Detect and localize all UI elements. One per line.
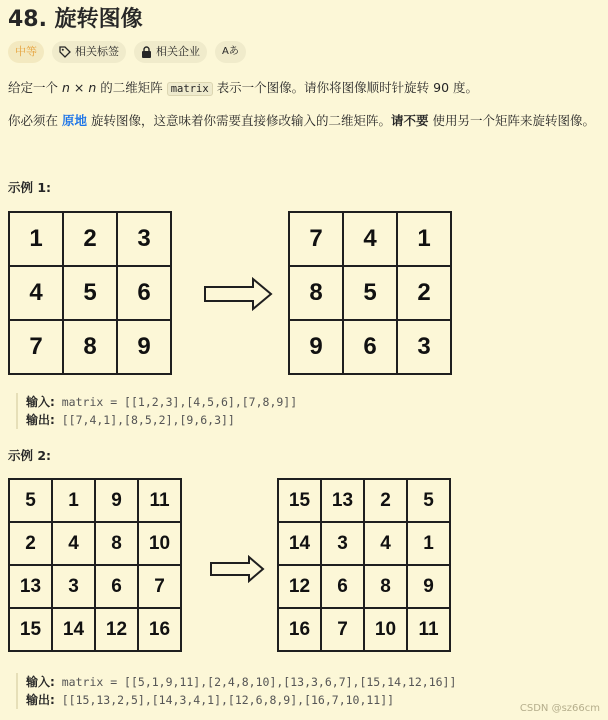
matrix-cell: 1 [9,212,63,266]
matrix-cell: 3 [52,565,95,608]
matrix-row [278,479,450,522]
matrix-cell: 16 [278,608,321,651]
times-symbol: × [69,80,89,95]
translate-button[interactable] [215,41,246,63]
matrix-cell: 10 [138,522,181,565]
difficulty-badge [8,41,44,63]
matrix-cell: 13 [9,565,52,608]
translate-icon: Aあ [222,46,239,57]
output-label: 输出: [26,413,55,427]
matrix-cell: 14 [52,608,95,651]
matrix-cell: 11 [407,608,450,651]
matrix-cell: 12 [278,565,321,608]
matrix-cell: 3 [321,522,364,565]
description-paragraph-2 [8,111,595,129]
example-1-input-matrix [8,211,172,375]
matrix-cell: 6 [321,565,364,608]
matrix-cell: 13 [321,479,364,522]
variable-n: n [88,80,97,95]
matrix-cell: 5 [63,266,117,320]
lock-icon [141,46,152,58]
example-2-output-line [26,691,456,709]
matrix-cell: 15 [9,608,52,651]
matrix-cell: 7 [9,320,63,374]
tag-icon [59,46,71,58]
related-companies-label: 相关企业 [156,45,200,58]
matrix-cell: 9 [289,320,343,374]
output-value: [[15,13,2,5],[14,3,4,1],[12,6,8,9],[16,7,10,11]] [61,693,395,707]
matrix-cell: 14 [278,522,321,565]
description-text: 给定一个 [8,80,62,95]
matrix-cell: 1 [407,522,450,565]
matrix-cell: 7 [289,212,343,266]
problem-title: 48. 旋转图像 [8,7,143,32]
watermark: CSDN @sz66cm [519,703,600,714]
input-label: 输入: [26,395,55,409]
matrix-cell: 6 [95,565,138,608]
description-text: 使用另一个矩阵来旋转图像。 [428,113,595,128]
matrix-cell: 8 [364,565,407,608]
matrix-cell: 2 [63,212,117,266]
matrix-cell: 15 [278,479,321,522]
matrix-cell: 9 [407,565,450,608]
matrix-row [289,212,451,266]
matrix-cell: 1 [397,212,451,266]
output-value: [[7,4,1],[8,5,2],[9,6,3]] [61,413,235,427]
example-1-io [16,393,297,429]
matrix-row [9,266,171,320]
description-paragraph-1 [8,78,478,96]
matrix-row [9,320,171,374]
matrix-cell: 16 [138,608,181,651]
matrix-cell: 8 [95,522,138,565]
matrix-row [289,266,451,320]
difficulty-label: 中等 [15,45,37,58]
matrix-code: matrix [167,82,213,96]
matrix-cell: 4 [343,212,397,266]
in-place-link[interactable]: 原地 [61,113,87,128]
matrix-cell: 7 [138,565,181,608]
input-value: matrix = [[5,1,9,11],[2,4,8,10],[13,3,6,7],[15,14,12,16]] [61,675,457,689]
matrix-cell: 6 [343,320,397,374]
description-text: 表示一个图像。请你将图像顺时针旋转 90 度。 [212,80,478,95]
matrix-row [278,608,450,651]
example-2-output-matrix [277,478,451,652]
matrix-cell: 3 [397,320,451,374]
matrix-cell: 3 [117,212,171,266]
input-value: matrix = [[1,2,3],[4,5,6],[7,8,9]] [61,395,298,409]
matrix-cell: 10 [364,608,407,651]
description-text: 的二维矩阵 [96,80,167,95]
arrow-right-icon [209,555,265,583]
example-1-output-matrix [288,211,452,375]
related-tags-label: 相关标签 [75,45,119,58]
example-1-title: 示例 1: [8,180,52,195]
matrix-cell: 12 [95,608,138,651]
description-text: 你必须在 [8,113,62,128]
matrix-cell: 1 [52,479,95,522]
matrix-cell: 11 [138,479,181,522]
matrix-row [9,522,181,565]
matrix-row [289,320,451,374]
matrix-cell: 2 [9,522,52,565]
input-label: 输入: [26,675,55,689]
matrix-cell: 6 [117,266,171,320]
example-1-output-line [26,411,297,429]
matrix-row [278,522,450,565]
example-2-io [16,673,456,709]
example-1-input-line [26,393,297,411]
matrix-cell: 9 [117,320,171,374]
arrow-right-icon [203,277,273,311]
matrix-row [278,565,450,608]
description-text: 旋转图像，这意味着你需要直接修改输入的二维矩阵。 [87,113,391,128]
related-tags-button[interactable] [52,41,126,63]
matrix-cell: 4 [364,522,407,565]
matrix-row [9,565,181,608]
matrix-cell: 5 [343,266,397,320]
matrix-cell: 5 [9,479,52,522]
example-2-input-line [26,673,456,691]
matrix-cell: 8 [289,266,343,320]
matrix-row [9,608,181,651]
matrix-cell: 4 [9,266,63,320]
example-2-input-matrix [8,478,182,652]
emphasis-text: 请不要 [390,113,429,128]
matrix-cell: 2 [397,266,451,320]
matrix-cell: 2 [364,479,407,522]
matrix-row [9,479,181,522]
variable-n: n [61,80,70,95]
tag-bar [8,41,246,63]
matrix-row [9,212,171,266]
matrix-cell: 9 [95,479,138,522]
output-label: 输出: [26,693,55,707]
matrix-cell: 5 [407,479,450,522]
matrix-cell: 4 [52,522,95,565]
example-2-title: 示例 2: [8,448,52,463]
matrix-cell: 7 [321,608,364,651]
related-companies-button[interactable] [134,41,207,63]
matrix-cell: 8 [63,320,117,374]
